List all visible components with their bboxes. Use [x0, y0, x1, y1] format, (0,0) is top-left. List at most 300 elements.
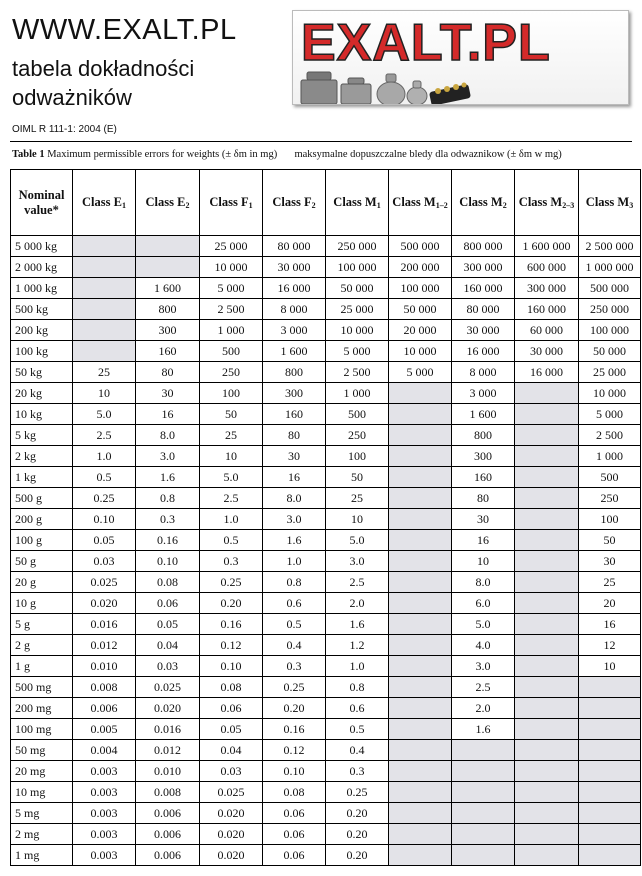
header-text: Class M: [333, 195, 377, 209]
error-value-cell: 0.08: [263, 782, 326, 803]
error-value-cell: 0.004: [73, 740, 136, 761]
error-value-cell: [73, 341, 136, 362]
error-value-cell: [515, 383, 579, 404]
error-value-cell: 10: [326, 509, 389, 530]
table-row: [11, 446, 641, 467]
nominal-value-cell: 200 mg: [11, 698, 73, 719]
error-value-cell: [389, 803, 452, 824]
table-row: [11, 509, 641, 530]
error-value-cell: [515, 803, 579, 824]
error-value-cell: 0.5: [326, 719, 389, 740]
error-value-cell: 0.8: [263, 572, 326, 593]
error-value-cell: [515, 677, 579, 698]
error-value-cell: 0.020: [73, 593, 136, 614]
error-value-cell: 800 000: [452, 236, 515, 257]
nominal-value-cell: 2 kg: [11, 446, 73, 467]
error-value-cell: 0.020: [200, 824, 263, 845]
error-value-cell: 0.3: [326, 761, 389, 782]
header-text: Class E: [145, 195, 186, 209]
error-value-cell: 2.5: [73, 425, 136, 446]
error-value-cell: 0.03: [136, 656, 200, 677]
error-value-cell: 30 000: [515, 341, 579, 362]
error-value-cell: [515, 635, 579, 656]
error-value-cell: 1 000: [200, 320, 263, 341]
error-value-cell: 16 000: [452, 341, 515, 362]
error-value-cell: 0.5: [263, 614, 326, 635]
error-value-cell: 0.5: [200, 530, 263, 551]
header-text: Class M: [518, 195, 563, 209]
error-value-cell: [136, 257, 200, 278]
error-value-cell: 10 000: [326, 320, 389, 341]
caption-polish: maksymalne dopuszczalne bledy dla odwaznikow (± δm w mg): [294, 149, 562, 160]
header-text: value*: [24, 202, 59, 217]
error-value-cell: 0.03: [73, 551, 136, 572]
table-row: [11, 572, 641, 593]
error-value-cell: 80: [452, 488, 515, 509]
error-value-cell: 1 600: [263, 341, 326, 362]
error-value-cell: 1.6: [136, 467, 200, 488]
error-value-cell: 5 000: [326, 341, 389, 362]
error-value-cell: 0.003: [73, 761, 136, 782]
error-value-cell: 8 000: [452, 362, 515, 383]
error-value-cell: 10 000: [579, 383, 641, 404]
error-value-cell: [515, 530, 579, 551]
error-value-cell: 25: [326, 488, 389, 509]
table-row: [11, 320, 641, 341]
error-value-cell: 100: [326, 446, 389, 467]
error-value-cell: 10 000: [200, 257, 263, 278]
error-value-cell: [389, 572, 452, 593]
error-value-cell: 0.06: [136, 593, 200, 614]
error-value-cell: 4.0: [452, 635, 515, 656]
error-value-cell: 250 000: [326, 236, 389, 257]
table-row: [11, 803, 641, 824]
error-value-cell: 500 000: [389, 236, 452, 257]
error-value-cell: 250: [326, 425, 389, 446]
error-value-cell: 500 000: [579, 278, 641, 299]
error-value-cell: 0.3: [200, 551, 263, 572]
error-value-cell: 0.20: [326, 824, 389, 845]
error-value-cell: 0.012: [136, 740, 200, 761]
header-text: Class F: [272, 195, 312, 209]
error-value-cell: [515, 614, 579, 635]
table-row: [11, 845, 641, 866]
error-value-cell: 800: [452, 425, 515, 446]
nominal-value-cell: 50 mg: [11, 740, 73, 761]
error-value-cell: 0.006: [136, 803, 200, 824]
error-value-cell: 1 000: [326, 383, 389, 404]
error-value-cell: 0.003: [73, 845, 136, 866]
error-value-cell: 25 000: [200, 236, 263, 257]
error-value-cell: 25: [200, 425, 263, 446]
error-value-cell: 1.6: [263, 530, 326, 551]
header-text: Class M: [585, 195, 630, 209]
nominal-value-cell: 100 g: [11, 530, 73, 551]
error-value-cell: 25: [73, 362, 136, 383]
error-value-cell: 50: [579, 530, 641, 551]
error-value-cell: 6.0: [452, 593, 515, 614]
error-value-cell: 0.16: [263, 719, 326, 740]
header-nominal-value: [11, 170, 73, 236]
table-row: [11, 278, 641, 299]
error-value-cell: 50 000: [389, 299, 452, 320]
error-value-cell: [579, 803, 641, 824]
error-value-cell: 800: [263, 362, 326, 383]
error-value-cell: [515, 572, 579, 593]
header-subscript: 2: [185, 201, 190, 210]
error-value-cell: [389, 614, 452, 635]
header-subscript: 2–3: [562, 201, 575, 210]
error-value-cell: [515, 404, 579, 425]
header-text: Class E: [82, 195, 122, 209]
error-value-cell: 1 600: [452, 404, 515, 425]
error-value-cell: 50 000: [326, 278, 389, 299]
header-subscript: 2: [502, 201, 507, 210]
error-value-cell: 2.5: [452, 677, 515, 698]
table-header-row: [11, 170, 641, 236]
error-value-cell: [389, 530, 452, 551]
error-value-cell: 30 000: [263, 257, 326, 278]
error-value-cell: [515, 467, 579, 488]
error-value-cell: 1 600: [136, 278, 200, 299]
error-value-cell: 0.06: [263, 803, 326, 824]
error-value-cell: 0.20: [326, 803, 389, 824]
error-value-cell: 0.03: [200, 761, 263, 782]
error-value-cell: 0.010: [136, 761, 200, 782]
error-value-cell: [579, 698, 641, 719]
table-row: [11, 614, 641, 635]
error-value-cell: [515, 740, 579, 761]
error-value-cell: 300: [263, 383, 326, 404]
error-value-cell: 16: [263, 467, 326, 488]
error-value-cell: 20: [579, 593, 641, 614]
error-value-cell: 1.2: [326, 635, 389, 656]
error-value-cell: [389, 551, 452, 572]
error-value-cell: 0.16: [200, 614, 263, 635]
error-value-cell: 300: [136, 320, 200, 341]
table-row: [11, 761, 641, 782]
nominal-value-cell: 5 mg: [11, 803, 73, 824]
table-caption: [12, 149, 562, 160]
error-value-cell: 0.05: [73, 530, 136, 551]
nominal-value-cell: 1 mg: [11, 845, 73, 866]
header-text: Nominal: [18, 187, 65, 202]
table-row: [11, 740, 641, 761]
table-number: Table 1: [12, 149, 45, 160]
error-value-cell: 0.3: [136, 509, 200, 530]
nominal-value-cell: 10 mg: [11, 782, 73, 803]
error-value-cell: 80 000: [452, 299, 515, 320]
table-row: [11, 719, 641, 740]
error-value-cell: [389, 383, 452, 404]
error-value-cell: 50 000: [579, 341, 641, 362]
table-row: [11, 257, 641, 278]
error-value-cell: 30: [452, 509, 515, 530]
error-value-cell: 0.020: [200, 845, 263, 866]
subtitle-line-2: odważników: [12, 85, 132, 110]
weights-illustration-icon: [293, 66, 629, 105]
error-value-cell: [389, 824, 452, 845]
error-value-cell: [389, 845, 452, 866]
logo-text: EXALT.PL: [301, 14, 551, 72]
error-value-cell: 0.020: [200, 803, 263, 824]
error-value-cell: 5 000: [389, 362, 452, 383]
nominal-value-cell: 50 kg: [11, 362, 73, 383]
table-row: [11, 593, 641, 614]
error-value-cell: 0.25: [73, 488, 136, 509]
error-value-cell: [389, 488, 452, 509]
header-subscript: 1–2: [435, 201, 448, 210]
error-value-cell: 1 000: [579, 446, 641, 467]
error-value-cell: 10: [452, 551, 515, 572]
error-value-cell: 100: [579, 509, 641, 530]
error-value-cell: [515, 719, 579, 740]
nominal-value-cell: 10 g: [11, 593, 73, 614]
table-row: [11, 551, 641, 572]
error-value-cell: 10: [73, 383, 136, 404]
error-value-cell: [389, 635, 452, 656]
error-value-cell: 0.16: [136, 530, 200, 551]
error-value-cell: 0.10: [136, 551, 200, 572]
error-value-cell: 0.12: [263, 740, 326, 761]
header-class: [136, 170, 200, 236]
error-value-cell: 1.6: [452, 719, 515, 740]
error-value-cell: [73, 278, 136, 299]
table-row: [11, 488, 641, 509]
header-text: Class M: [392, 195, 436, 209]
error-value-cell: [452, 740, 515, 761]
error-value-cell: 0.6: [263, 593, 326, 614]
top-divider: [10, 141, 632, 142]
nominal-value-cell: 2 000 kg: [11, 257, 73, 278]
error-value-cell: 16 000: [263, 278, 326, 299]
header-class: [326, 170, 389, 236]
error-value-cell: 0.003: [73, 782, 136, 803]
error-value-cell: 10: [200, 446, 263, 467]
header-text: Class M: [459, 195, 503, 209]
error-value-cell: 0.10: [200, 656, 263, 677]
error-value-cell: 300 000: [452, 257, 515, 278]
table-row: [11, 782, 641, 803]
error-value-cell: [515, 824, 579, 845]
error-value-cell: 8.0: [452, 572, 515, 593]
error-value-cell: [73, 320, 136, 341]
error-value-cell: [389, 593, 452, 614]
table-row: [11, 824, 641, 845]
error-value-cell: 10: [579, 656, 641, 677]
error-value-cell: [452, 845, 515, 866]
error-value-cell: [579, 740, 641, 761]
header-class: [263, 170, 326, 236]
table-row: [11, 425, 641, 446]
error-value-cell: 8.0: [136, 425, 200, 446]
error-value-cell: 25 000: [579, 362, 641, 383]
table-row: [11, 341, 641, 362]
subtitle-line-1: tabela dokładności: [12, 56, 195, 81]
error-value-cell: 1.6: [326, 614, 389, 635]
error-value-cell: 500: [579, 467, 641, 488]
error-value-cell: 1 600 000: [515, 236, 579, 257]
error-value-cell: [389, 677, 452, 698]
error-value-cell: 2.0: [452, 698, 515, 719]
error-value-cell: 3 000: [452, 383, 515, 404]
error-value-cell: [389, 425, 452, 446]
error-value-cell: 16: [136, 404, 200, 425]
error-value-cell: [515, 446, 579, 467]
error-value-cell: 0.25: [326, 782, 389, 803]
error-value-cell: [579, 782, 641, 803]
error-value-cell: 0.025: [200, 782, 263, 803]
header-subscript: 1: [121, 201, 126, 210]
error-value-cell: 5.0: [452, 614, 515, 635]
table-row: [11, 677, 641, 698]
error-value-cell: 0.05: [200, 719, 263, 740]
exalt-logo: [292, 10, 629, 105]
error-value-cell: [515, 761, 579, 782]
error-value-cell: [389, 404, 452, 425]
error-value-cell: [389, 782, 452, 803]
table-row: [11, 236, 641, 257]
error-value-cell: 8 000: [263, 299, 326, 320]
table-row: [11, 299, 641, 320]
error-value-cell: [515, 425, 579, 446]
error-value-cell: 10 000: [389, 341, 452, 362]
error-value-cell: [452, 761, 515, 782]
table-row: [11, 467, 641, 488]
error-value-cell: 100 000: [579, 320, 641, 341]
error-value-cell: 0.4: [263, 635, 326, 656]
error-value-cell: [389, 740, 452, 761]
error-value-cell: 250: [579, 488, 641, 509]
error-value-cell: 1.0: [73, 446, 136, 467]
error-value-cell: [389, 509, 452, 530]
error-value-cell: 2 500: [326, 362, 389, 383]
error-value-cell: [515, 845, 579, 866]
error-value-cell: 1 000 000: [579, 257, 641, 278]
error-value-cell: 160: [263, 404, 326, 425]
header-subscript: 3: [629, 201, 634, 210]
error-value-cell: 80: [136, 362, 200, 383]
error-value-cell: 50: [326, 467, 389, 488]
error-value-cell: 0.3: [263, 656, 326, 677]
error-value-cell: 16: [452, 530, 515, 551]
error-value-cell: 0.04: [136, 635, 200, 656]
error-value-cell: 3.0: [263, 509, 326, 530]
error-value-cell: 500: [200, 341, 263, 362]
error-value-cell: 0.10: [263, 761, 326, 782]
error-value-cell: 3.0: [136, 446, 200, 467]
error-value-cell: 0.003: [73, 803, 136, 824]
error-value-cell: 160 000: [452, 278, 515, 299]
nominal-value-cell: 50 g: [11, 551, 73, 572]
error-value-cell: 0.010: [73, 656, 136, 677]
error-value-cell: 16: [579, 614, 641, 635]
table-row: [11, 635, 641, 656]
error-value-cell: 5 000: [200, 278, 263, 299]
error-value-cell: 0.4: [326, 740, 389, 761]
nominal-value-cell: 5 g: [11, 614, 73, 635]
error-value-cell: 0.06: [263, 824, 326, 845]
error-value-cell: 0.008: [73, 677, 136, 698]
error-value-cell: 0.012: [73, 635, 136, 656]
error-value-cell: 30: [136, 383, 200, 404]
error-value-cell: 80 000: [263, 236, 326, 257]
header-subscript: 1: [376, 201, 381, 210]
error-value-cell: 0.04: [200, 740, 263, 761]
error-value-cell: 5.0: [326, 530, 389, 551]
nominal-value-cell: 10 kg: [11, 404, 73, 425]
error-value-cell: 12: [579, 635, 641, 656]
nominal-value-cell: 5 000 kg: [11, 236, 73, 257]
error-value-cell: 0.06: [263, 845, 326, 866]
error-value-cell: [389, 698, 452, 719]
error-value-cell: [389, 656, 452, 677]
error-value-cell: 800: [136, 299, 200, 320]
error-value-cell: 1.0: [326, 656, 389, 677]
error-value-cell: 30: [263, 446, 326, 467]
error-value-cell: 0.06: [200, 698, 263, 719]
nominal-value-cell: 500 kg: [11, 299, 73, 320]
table-row: [11, 383, 641, 404]
error-value-cell: 500: [326, 404, 389, 425]
error-value-cell: 0.8: [326, 677, 389, 698]
error-value-cell: 160: [136, 341, 200, 362]
error-value-cell: 1.0: [200, 509, 263, 530]
header-subscript: 2: [311, 201, 316, 210]
table-row: [11, 530, 641, 551]
error-value-cell: 2 500: [579, 425, 641, 446]
error-value-cell: [579, 845, 641, 866]
error-value-cell: [136, 236, 200, 257]
header-class: [389, 170, 452, 236]
error-value-cell: 1.0: [263, 551, 326, 572]
error-value-cell: 0.008: [136, 782, 200, 803]
caption-english: Maximum permissible errors for weights (± δm in mg): [47, 149, 278, 160]
error-value-cell: 0.10: [73, 509, 136, 530]
error-value-cell: 0.006: [136, 845, 200, 866]
error-value-cell: 0.025: [136, 677, 200, 698]
nominal-value-cell: 1 g: [11, 656, 73, 677]
error-value-cell: 20 000: [389, 320, 452, 341]
error-value-cell: 5.0: [73, 404, 136, 425]
error-value-cell: 0.003: [73, 824, 136, 845]
error-value-cell: [579, 824, 641, 845]
error-value-cell: [515, 698, 579, 719]
error-value-cell: 0.12: [200, 635, 263, 656]
nominal-value-cell: 200 g: [11, 509, 73, 530]
site-title: WWW.EXALT.PL: [12, 14, 237, 46]
header-text: Class F: [209, 195, 249, 209]
nominal-value-cell: 20 mg: [11, 761, 73, 782]
error-value-cell: [515, 782, 579, 803]
header-class: [579, 170, 641, 236]
error-value-cell: 0.25: [263, 677, 326, 698]
error-value-cell: 0.08: [200, 677, 263, 698]
error-value-cell: 100 000: [389, 278, 452, 299]
error-value-cell: 30: [579, 551, 641, 572]
page-subtitle: [12, 54, 194, 112]
header-class: [515, 170, 579, 236]
error-value-cell: 0.8: [136, 488, 200, 509]
error-value-cell: 0.016: [73, 614, 136, 635]
error-value-cell: 0.006: [73, 698, 136, 719]
error-value-cell: 100 000: [326, 257, 389, 278]
error-value-cell: 16 000: [515, 362, 579, 383]
error-value-cell: [515, 593, 579, 614]
error-value-cell: [73, 236, 136, 257]
error-value-cell: 0.5: [73, 467, 136, 488]
nominal-value-cell: 200 kg: [11, 320, 73, 341]
